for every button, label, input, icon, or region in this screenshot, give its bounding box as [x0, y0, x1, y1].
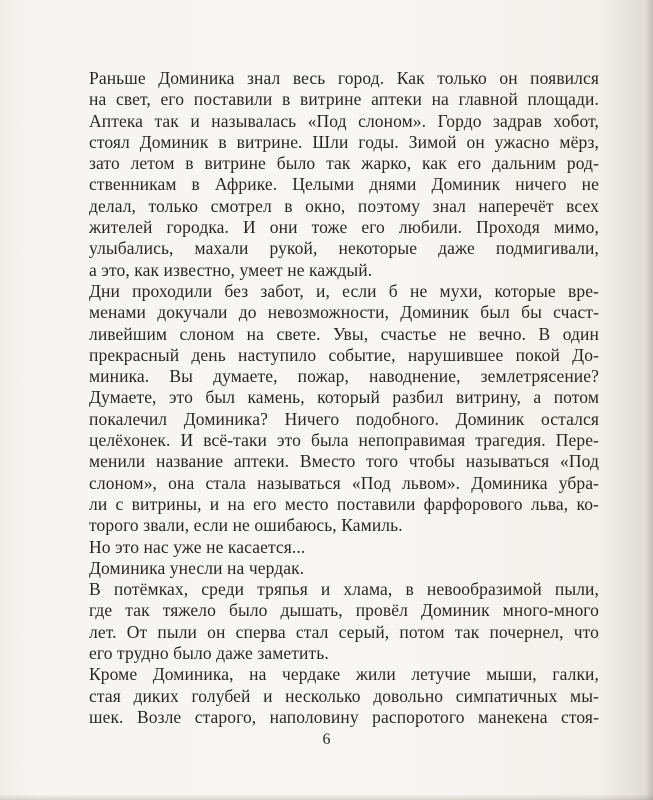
text-line: ли с витрины, и на его место поставили фарфорового льва, ко- [89, 493, 599, 514]
body-text [89, 68, 599, 728]
text-line: а это, как известно, умеет не каждый. [89, 259, 373, 280]
text-line: Кроме Доминика, на чердаке жили летучие мыши, галки, [89, 664, 599, 685]
page-edge-shadow-bottom [0, 794, 653, 800]
text-line: миника. Вы думаете, пожар, наводнение, землетрясение? [89, 366, 599, 387]
text-line: Дни проходили без забот, и, если б не мухи, которые вре- [89, 280, 599, 301]
text-line: целёхонек. И всё-таки это была непоправимая трагедия. Пере- [89, 430, 599, 451]
text-line: стая диких голубей и несколько довольно симпатичных мы- [89, 685, 599, 706]
text-line: покалечил Доминика? Ничего подобного. Доминик остался [89, 408, 599, 429]
text-line: его трудно было даже заметить. [89, 643, 329, 664]
text-line: Думаете, это был камень, который разбил витрину, а потом [89, 387, 599, 408]
text-line: В потёмках, среди тряпья и хлама, в невообразимой пыли, [89, 579, 599, 600]
text-line: лет. От пыли он сперва стал серый, потом так почернел, что [89, 621, 599, 642]
text-line: Раньше Доминика знал весь город. Как только он появился [89, 68, 599, 88]
text-line: Доминика унесли на чердак. [89, 557, 305, 578]
text-line: на свет, его поставили в витрине аптеки на главной площади. [89, 89, 599, 110]
text-line: ливейшим слоном на свете. Увы, счастье не вечно. В один [89, 323, 599, 344]
text-line: где так тяжело было дышать, провёл Доминик много-много [89, 600, 599, 621]
text-line: Но это нас уже не касается... [89, 536, 306, 557]
text-line: Аптека так и называлась «Под слоном». Гордо задрав хобот, [89, 110, 599, 131]
page-number: 6 [322, 731, 331, 748]
text-line: делал, только смотрел в окно, поэтому знал наперечёт всех [89, 195, 599, 216]
text-line: торого звали, если не ошибаюсь, Камиль. [89, 515, 403, 536]
text-line: менами докучали до невозможности, Доминик был бы счаст- [89, 302, 599, 323]
text-line: жителей городка. И они тоже его любили. Проходя мимо, [89, 217, 599, 238]
text-line: улыбались, махали рукой, некоторые даже подмигивали, [89, 238, 599, 259]
text-line: зато летом в витрине было так жарко, как его дальним род- [89, 153, 599, 174]
text-line: ственникам в Африке. Целыми днями Доминик ничего не [89, 174, 599, 195]
page-edge-shadow-right [645, 0, 653, 800]
text-line: прекрасный день наступило событие, нарушившее покой До- [89, 344, 599, 365]
text-line: слоном», она стала называться «Под львом». Доминика убра- [89, 472, 599, 493]
text-line: шек. Возле старого, наполовину распоротого манекена стоя- [89, 706, 599, 727]
text-line: стоял Доминик в витрине. Шли годы. Зимой он ужасно мёрз, [89, 131, 599, 152]
text-line: менили название аптеки. Вместо того чтобы называться «Под [89, 451, 599, 472]
